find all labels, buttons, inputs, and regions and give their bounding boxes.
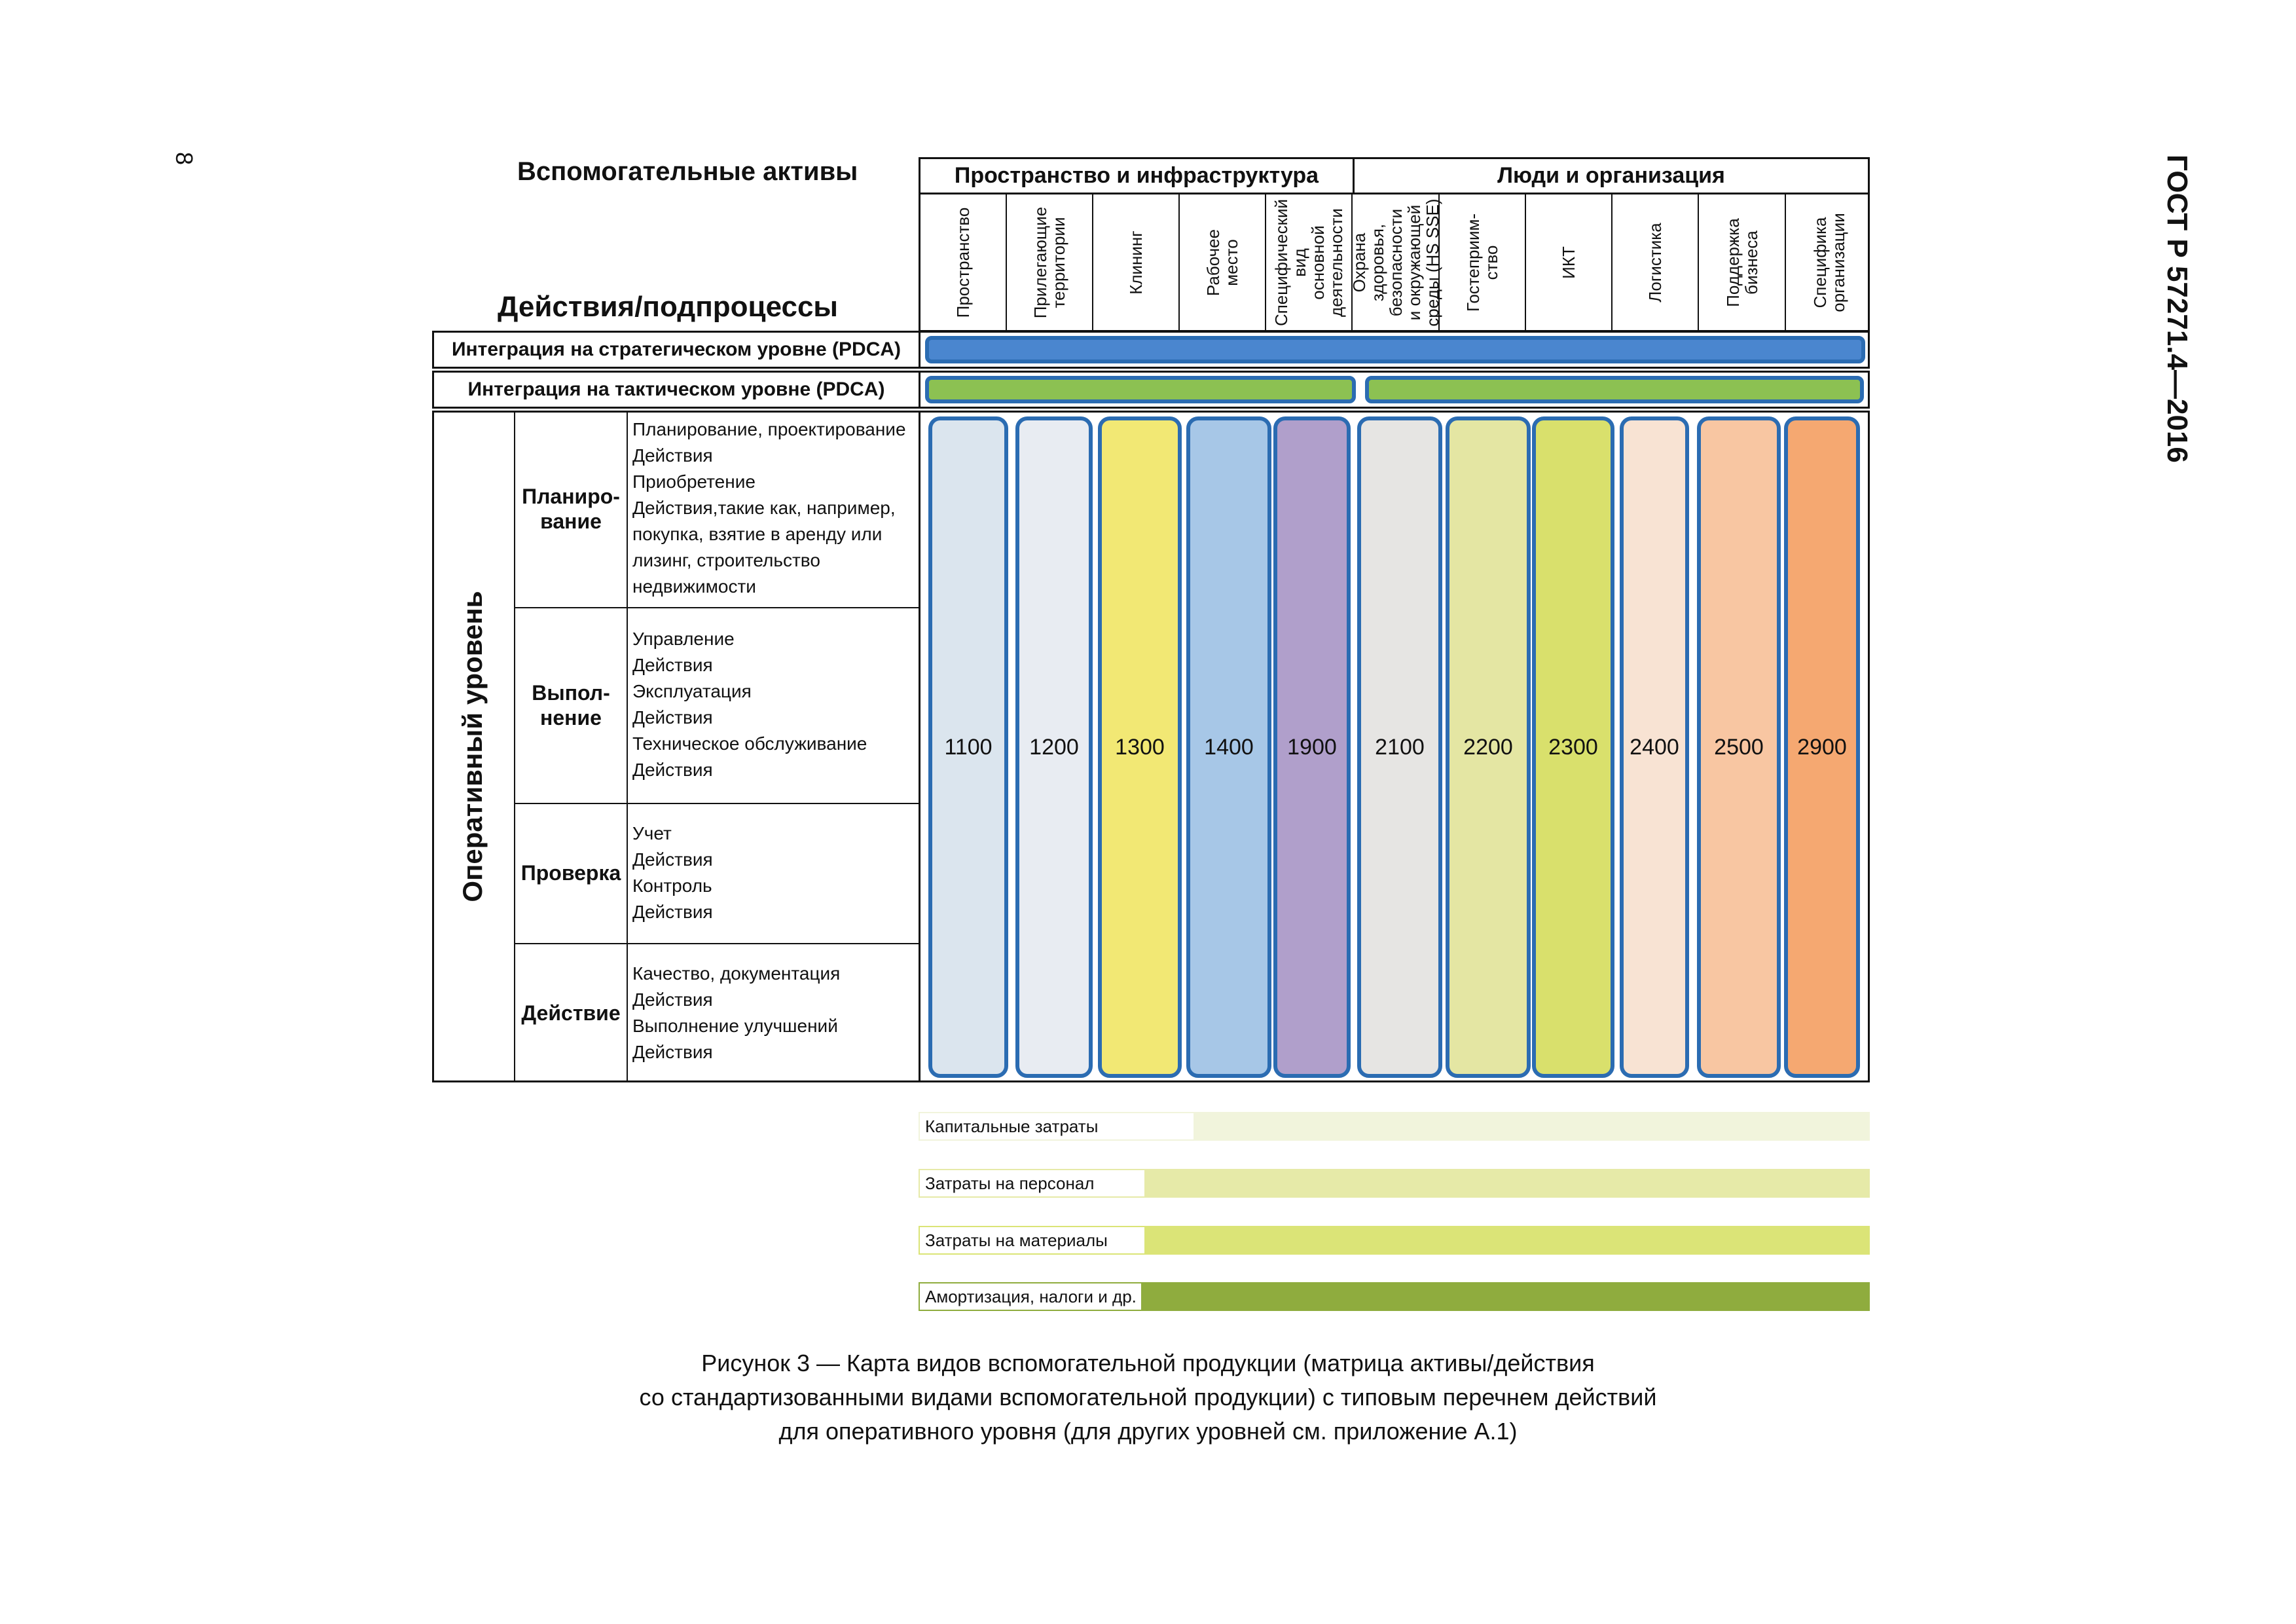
- asset-type-code: 1200: [1029, 734, 1079, 760]
- phase-action-item: Качество, документация: [632, 963, 841, 984]
- column-header-label: Прилегающие территории: [1030, 206, 1068, 318]
- asset-type-pill: [1784, 416, 1860, 1078]
- phase-action-item: Действия: [632, 849, 713, 870]
- column-header-label: Клининг: [1126, 230, 1146, 295]
- cost-label: Амортизация, налоги и др.: [920, 1283, 1141, 1310]
- standard-code: ГОСТ Р 57271.4—2016: [2161, 155, 2193, 463]
- column-header: [919, 157, 1870, 332]
- assets-title: Вспомогательные активы: [517, 157, 858, 186]
- asset-type-pill: [1273, 416, 1351, 1078]
- asset-type-code: 1100: [944, 734, 993, 760]
- asset-type-pill: [1015, 416, 1093, 1078]
- cost-label: Затраты на материалы: [920, 1227, 1144, 1253]
- caption-line: со стандартизованными видами вспомогательной продукции) с типовым перечнем действий: [639, 1384, 1657, 1411]
- column-header-cell: [1266, 194, 1353, 330]
- column-header-cell: [1699, 194, 1786, 330]
- phase-action-item: покупка, взятие в аренду или: [632, 524, 883, 544]
- asset-type-pill: [1620, 416, 1689, 1078]
- column-header-label: Специфический вид основной деятельности: [1271, 198, 1346, 326]
- actions-title: Действия/подпроцессы: [498, 291, 839, 323]
- asset-type-pill: [1357, 416, 1442, 1078]
- asset-type-code: 2100: [1375, 734, 1425, 760]
- column-header-cell: [1440, 194, 1526, 330]
- phase-action-item: Действия: [632, 989, 713, 1010]
- asset-type-code: 2900: [1797, 734, 1847, 760]
- phase-name: Планиро- вание: [522, 485, 620, 533]
- phase-actions: [632, 416, 918, 600]
- asset-type-code: 1900: [1287, 734, 1337, 760]
- phase-action-item: Приобретение: [632, 471, 756, 492]
- phase-name: Действие: [521, 1001, 621, 1025]
- asset-type-pill: [928, 416, 1008, 1078]
- phase-action-item: лизинг, строительство: [632, 550, 820, 570]
- cost-bar: [919, 1169, 1870, 1198]
- asset-column-headers: [920, 194, 1868, 330]
- asset-type-pill: [1446, 416, 1531, 1078]
- page-number: 8: [171, 152, 198, 166]
- phase-action-item: Техническое обслуживание: [632, 733, 867, 754]
- cost-label: Затраты на персонал: [920, 1170, 1144, 1196]
- phase-action-item: недвижимости: [632, 576, 756, 597]
- phase-action-item: Действия: [632, 760, 713, 780]
- phase-action-item: Действия: [632, 655, 713, 675]
- cost-bar: [919, 1226, 1870, 1255]
- phase-action-item: Действия,такие как, например,: [632, 498, 896, 518]
- column-header-label: Логистика: [1645, 222, 1665, 303]
- phase-name: Выпол- нение: [532, 680, 610, 729]
- column-header-cell: [1180, 194, 1266, 330]
- phase-action-item: Планирование, проектирование: [632, 419, 906, 439]
- cost-label: Капитальные затраты: [920, 1113, 1194, 1139]
- asset-type-pill: [1697, 416, 1781, 1078]
- column-header-label: ИКТ: [1559, 246, 1578, 279]
- cost-bar: [919, 1282, 1870, 1311]
- cost-bar: [919, 1112, 1870, 1141]
- column-header-cell: [1093, 194, 1180, 330]
- phase-action-item: Учет: [632, 823, 672, 843]
- phase-action-item: Управление: [632, 629, 735, 649]
- asset-type-code: 2500: [1714, 734, 1764, 760]
- column-header-label: Охрана здоровья, безопасности и окружающей среды (HS SSE): [1349, 198, 1442, 327]
- column-header-label: Поддержка бизнеса: [1722, 217, 1761, 307]
- column-header-cell: [1526, 194, 1613, 330]
- figure-caption: [0, 1346, 2296, 1449]
- caption-line: Рисунок 3 — Карта видов вспомогательной продукции (матрица активы/действия: [701, 1350, 1595, 1376]
- asset-type-code: 2300: [1548, 734, 1598, 760]
- column-header-cell: [1786, 194, 1872, 330]
- asset-type-code: 1300: [1115, 734, 1165, 760]
- phase-action-item: Контроль: [632, 876, 712, 896]
- asset-type-pill: [1098, 416, 1182, 1078]
- column-header-label: Специфика организации: [1810, 212, 1848, 312]
- phase-action-item: Действия: [632, 902, 713, 922]
- asset-type-code: 2200: [1463, 734, 1513, 760]
- asset-type-code: 2400: [1630, 734, 1679, 760]
- phase-action-item: Эксплуатация: [632, 681, 752, 701]
- group-header-people: Люди и организация: [1355, 159, 1868, 194]
- phase-action-item: Действия: [632, 707, 713, 728]
- phase-action-item: Действия: [632, 445, 713, 466]
- phase-actions: [632, 961, 918, 1065]
- column-header-cell: [1349, 194, 1442, 330]
- caption-line: для оперативного уровня (для других уровней см. приложение А.1): [778, 1418, 1518, 1445]
- asset-type-code: 1400: [1204, 734, 1254, 760]
- tactical-integration-bar-infrastructure: [925, 376, 1356, 403]
- column-header-cell: [1613, 194, 1699, 330]
- divider: [919, 411, 920, 1082]
- column-header-cell: [1007, 194, 1093, 330]
- operational-level-label: Оперативный уровень: [457, 591, 488, 902]
- phase-action-item: Выполнение улучшений: [632, 1016, 838, 1036]
- column-header-label: Пространство: [953, 207, 973, 318]
- group-header-infrastructure: Пространство и инфраструктура: [920, 159, 1355, 194]
- strategic-row-label: Интеграция на стратегическом уровне (PDCA): [432, 331, 920, 369]
- column-header-label: Рабочее место: [1203, 229, 1241, 296]
- strategic-integration-bar: [925, 336, 1865, 363]
- phase-action-item: Действия: [632, 1042, 713, 1062]
- column-header-label: Гостеприим- ство: [1463, 213, 1501, 312]
- tactical-row-label: Интеграция на тактическом уровне (PDCA): [432, 371, 920, 409]
- phase-actions: [632, 821, 918, 925]
- column-header-cell: [920, 194, 1007, 330]
- asset-type-pill: [1532, 416, 1614, 1078]
- phase-actions: [632, 626, 918, 783]
- tactical-integration-bar-people: [1365, 376, 1864, 403]
- asset-type-pill: [1186, 416, 1271, 1078]
- phase-name: Проверка: [520, 861, 621, 885]
